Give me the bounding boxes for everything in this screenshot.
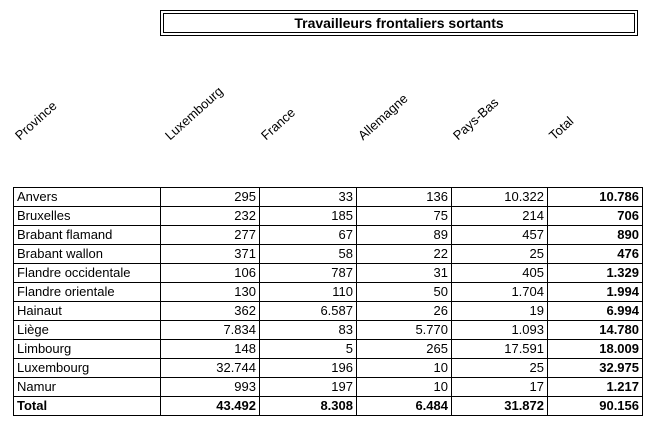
province-name-cell: Limbourg bbox=[14, 340, 161, 359]
allemagne-cell: 75 bbox=[357, 207, 452, 226]
province-name-cell: Brabant flamand bbox=[14, 226, 161, 245]
province-name-cell: Hainaut bbox=[14, 302, 161, 321]
header-province: Province bbox=[11, 98, 60, 143]
province-name-cell: Luxembourg bbox=[14, 359, 161, 378]
totals-total-cell: 90.156 bbox=[548, 397, 643, 416]
luxembourg-cell: 7.834 bbox=[161, 321, 260, 340]
pays-bas-cell: 405 bbox=[452, 264, 548, 283]
allemagne-cell: 26 bbox=[357, 302, 452, 321]
france-cell: 6.587 bbox=[260, 302, 357, 321]
total-cell: 476 bbox=[548, 245, 643, 264]
pays-bas-cell: 457 bbox=[452, 226, 548, 245]
data-table bbox=[13, 187, 643, 416]
province-name-cell: Liège bbox=[14, 321, 161, 340]
france-cell: 83 bbox=[260, 321, 357, 340]
table-row bbox=[14, 321, 643, 340]
header-allemagne: Allemagne bbox=[354, 90, 411, 143]
table-row bbox=[14, 226, 643, 245]
france-cell: 196 bbox=[260, 359, 357, 378]
total-cell: 18.009 bbox=[548, 340, 643, 359]
table-row bbox=[14, 302, 643, 321]
allemagne-cell: 50 bbox=[357, 283, 452, 302]
luxembourg-cell: 106 bbox=[161, 264, 260, 283]
pays-bas-cell: 19 bbox=[452, 302, 548, 321]
table-row bbox=[14, 188, 643, 207]
france-cell: 5 bbox=[260, 340, 357, 359]
allemagne-cell: 10 bbox=[357, 378, 452, 397]
total-cell: 1.329 bbox=[548, 264, 643, 283]
totals-label-cell: Total bbox=[14, 397, 161, 416]
total-cell: 890 bbox=[548, 226, 643, 245]
pays-bas-cell: 17.591 bbox=[452, 340, 548, 359]
allemagne-cell: 89 bbox=[357, 226, 452, 245]
luxembourg-cell: 295 bbox=[161, 188, 260, 207]
total-cell: 1.994 bbox=[548, 283, 643, 302]
total-cell: 1.217 bbox=[548, 378, 643, 397]
province-name-cell: Anvers bbox=[14, 188, 161, 207]
allemagne-cell: 22 bbox=[357, 245, 452, 264]
total-cell: 10.786 bbox=[548, 188, 643, 207]
table-body bbox=[14, 188, 643, 416]
province-name-cell: Brabant wallon bbox=[14, 245, 161, 264]
allemagne-cell: 10 bbox=[357, 359, 452, 378]
total-cell: 14.780 bbox=[548, 321, 643, 340]
totals-luxembourg-cell: 43.492 bbox=[161, 397, 260, 416]
pays-bas-cell: 10.322 bbox=[452, 188, 548, 207]
header-luxembourg: Luxembourg bbox=[161, 83, 226, 143]
france-cell: 185 bbox=[260, 207, 357, 226]
luxembourg-cell: 232 bbox=[161, 207, 260, 226]
totals-france-cell: 8.308 bbox=[260, 397, 357, 416]
totals-row bbox=[14, 397, 643, 416]
table-row bbox=[14, 207, 643, 226]
province-name-cell: Flandre orientale bbox=[14, 283, 161, 302]
table-row bbox=[14, 340, 643, 359]
table-row bbox=[14, 378, 643, 397]
france-cell: 197 bbox=[260, 378, 357, 397]
pays-bas-cell: 1.704 bbox=[452, 283, 548, 302]
france-cell: 33 bbox=[260, 188, 357, 207]
pays-bas-cell: 25 bbox=[452, 359, 548, 378]
totals-pays-bas-cell: 31.872 bbox=[452, 397, 548, 416]
luxembourg-cell: 32.744 bbox=[161, 359, 260, 378]
pays-bas-cell: 17 bbox=[452, 378, 548, 397]
pays-bas-cell: 1.093 bbox=[452, 321, 548, 340]
table-row bbox=[14, 283, 643, 302]
allemagne-cell: 265 bbox=[357, 340, 452, 359]
luxembourg-cell: 993 bbox=[161, 378, 260, 397]
allemagne-cell: 31 bbox=[357, 264, 452, 283]
pays-bas-cell: 214 bbox=[452, 207, 548, 226]
province-name-cell: Namur bbox=[14, 378, 161, 397]
table-row bbox=[14, 264, 643, 283]
allemagne-cell: 136 bbox=[357, 188, 452, 207]
table-row bbox=[14, 359, 643, 378]
luxembourg-cell: 371 bbox=[161, 245, 260, 264]
header-pays-bas: Pays-Bas bbox=[449, 94, 502, 143]
luxembourg-cell: 148 bbox=[161, 340, 260, 359]
france-cell: 110 bbox=[260, 283, 357, 302]
france-cell: 58 bbox=[260, 245, 357, 264]
total-cell: 32.975 bbox=[548, 359, 643, 378]
luxembourg-cell: 277 bbox=[161, 226, 260, 245]
province-name-cell: Flandre occidentale bbox=[14, 264, 161, 283]
france-cell: 67 bbox=[260, 226, 357, 245]
allemagne-cell: 5.770 bbox=[357, 321, 452, 340]
table-row bbox=[14, 245, 643, 264]
header-france: France bbox=[257, 104, 299, 143]
table-title: Travailleurs frontaliers sortants bbox=[163, 13, 635, 33]
luxembourg-cell: 130 bbox=[161, 283, 260, 302]
title-box bbox=[160, 10, 638, 36]
france-cell: 787 bbox=[260, 264, 357, 283]
province-name-cell: Bruxelles bbox=[14, 207, 161, 226]
pays-bas-cell: 25 bbox=[452, 245, 548, 264]
total-cell: 6.994 bbox=[548, 302, 643, 321]
totals-allemagne-cell: 6.484 bbox=[357, 397, 452, 416]
total-cell: 706 bbox=[548, 207, 643, 226]
luxembourg-cell: 362 bbox=[161, 302, 260, 321]
header-total: Total bbox=[545, 113, 577, 143]
